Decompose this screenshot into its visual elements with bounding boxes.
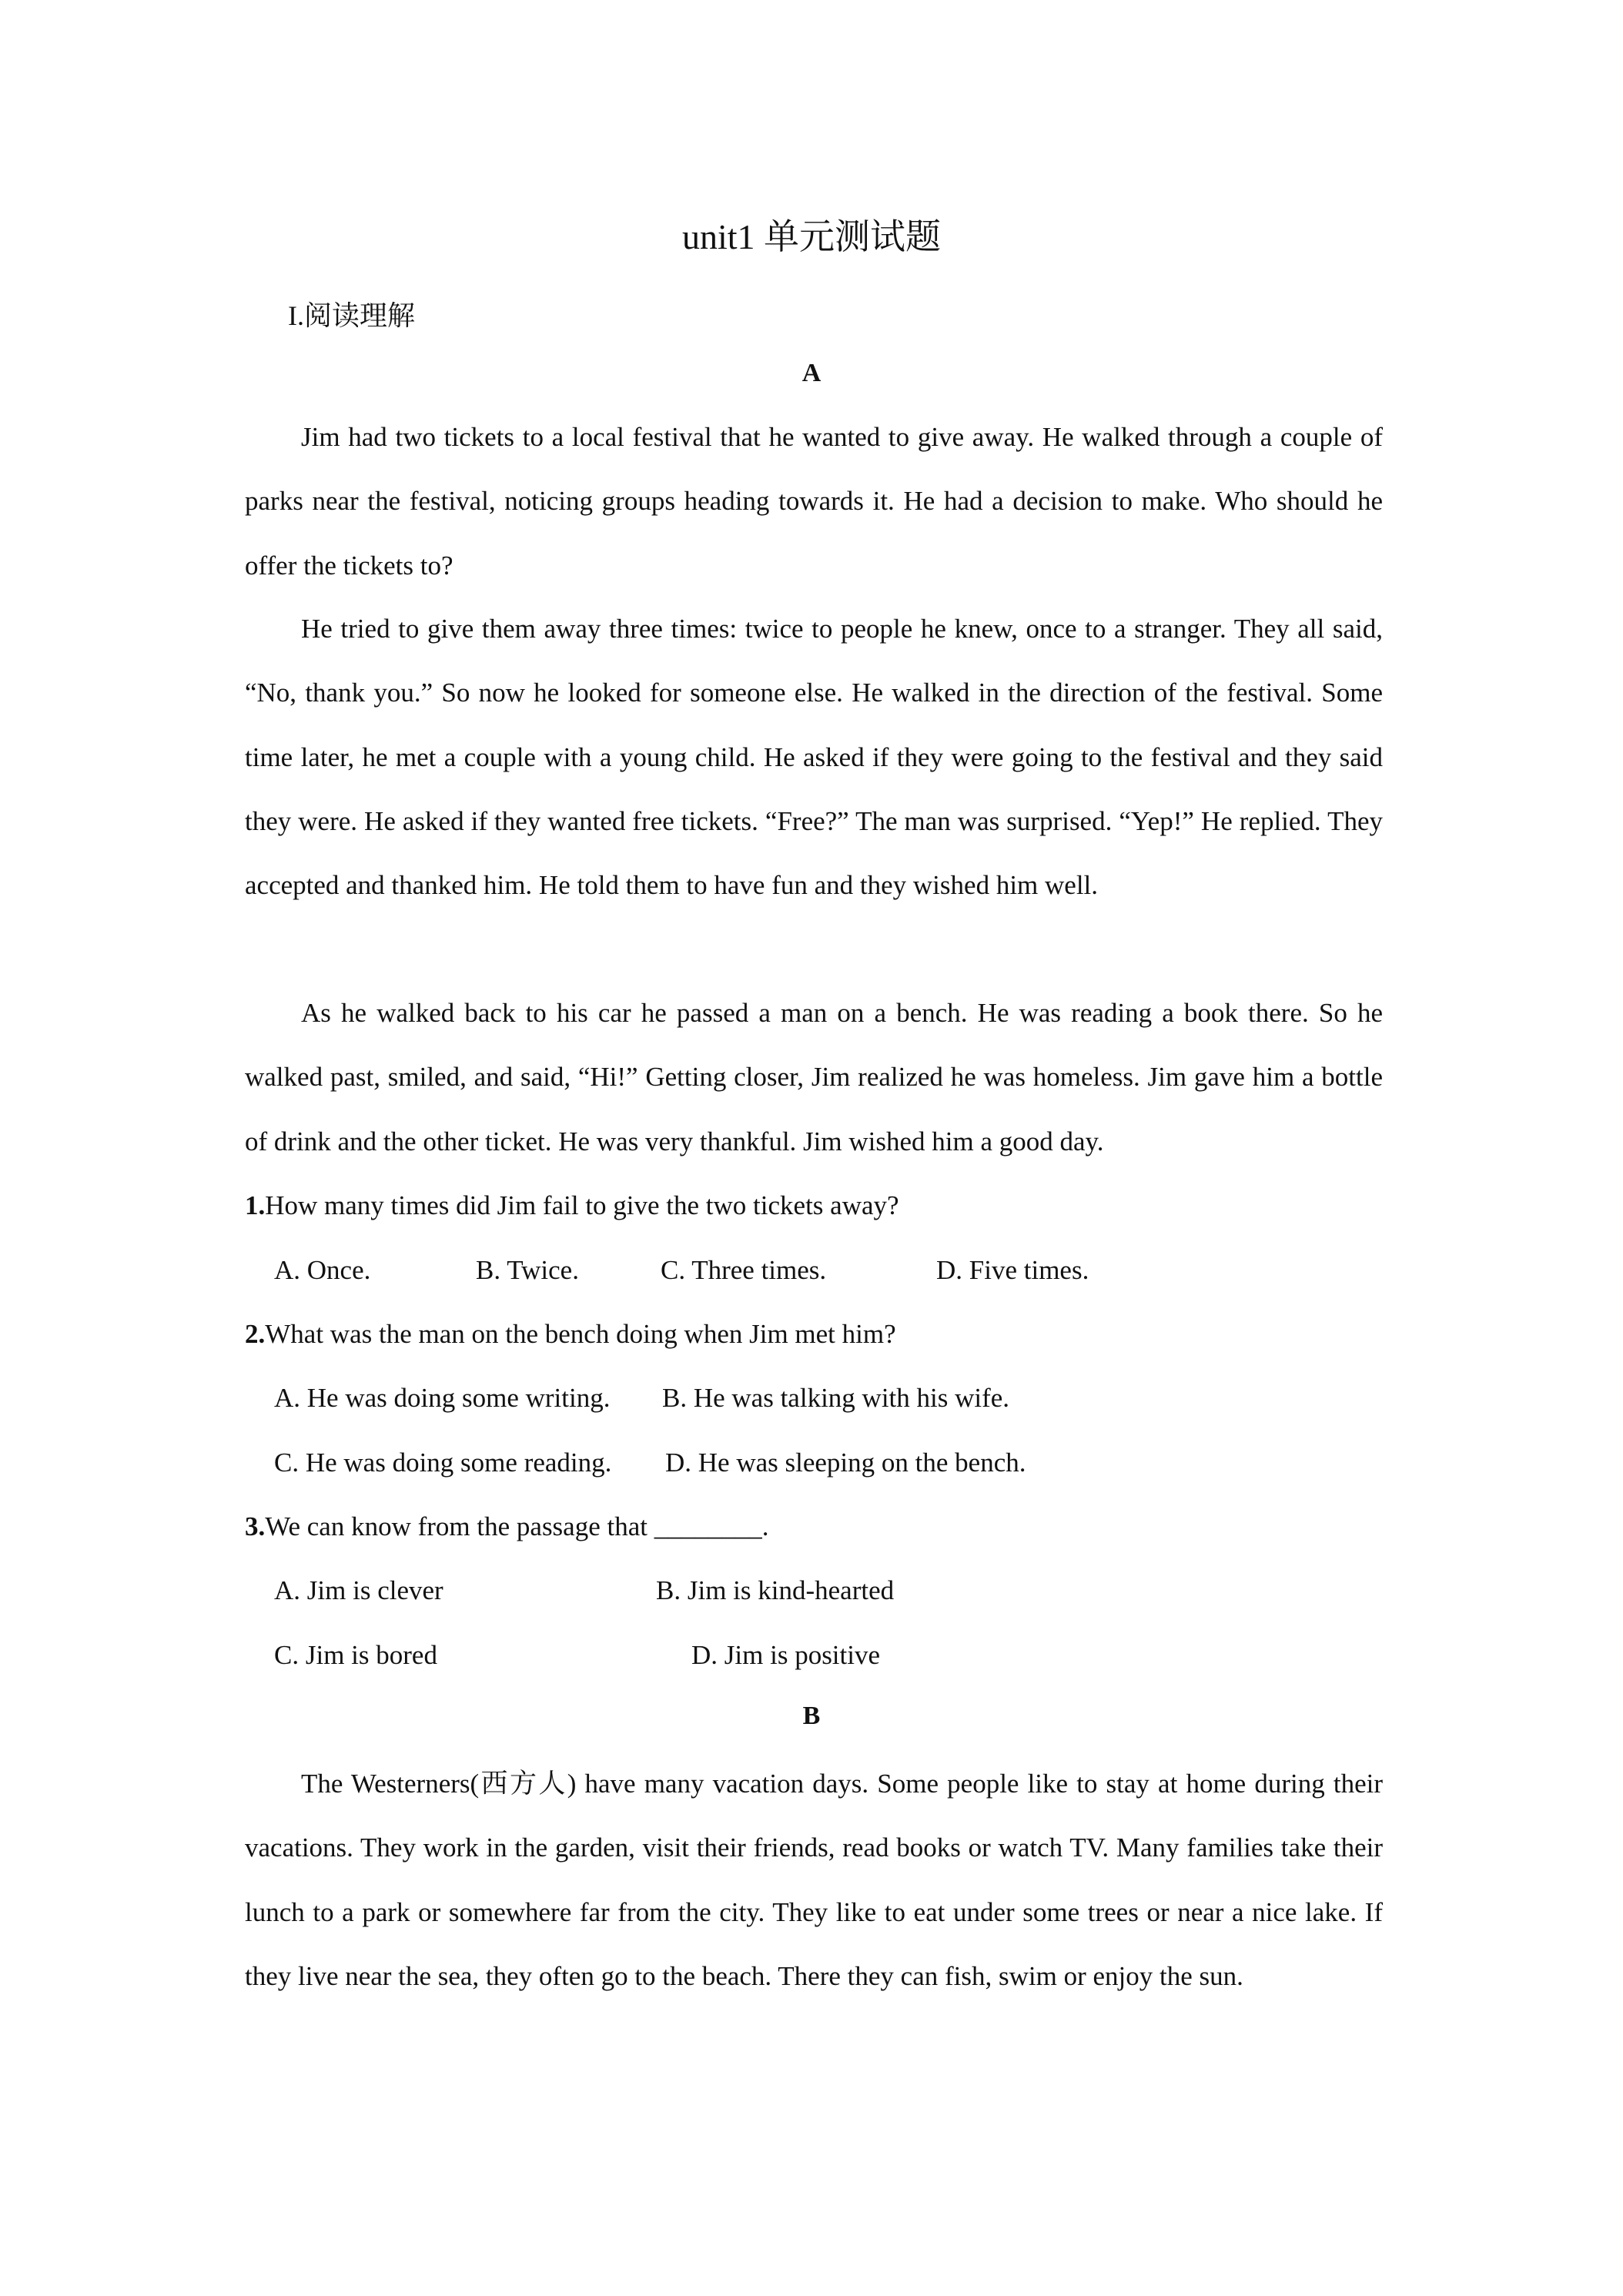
question-3 <box>245 1508 768 1545</box>
question-2-option-b: B. He was talking with his wife. <box>662 1383 1010 1413</box>
question-3-option-c: C. Jim is bored <box>274 1640 437 1670</box>
passage-label-a: A <box>801 359 822 387</box>
page-title: unit1 单元测试题 <box>681 217 942 256</box>
question-2-option-c: C. He was doing some reading. <box>274 1448 612 1478</box>
question-3-number: 3. <box>245 1511 266 1541</box>
question-2-option-d: D. He was sleeping on the bench. <box>665 1448 1026 1478</box>
question-2 <box>245 1316 896 1353</box>
passage-label-b: B <box>802 1702 821 1730</box>
question-2-stem: What was the man on the bench doing when Jim met him? <box>265 1319 896 1349</box>
passage-b-paragraph-1: The Westerners(西方人) have many vacation days. Some people like to stay at home during their vacations. They work in the garden, visit their friends, read books or watch TV. Many families take their lunch to a park or somewhere far from the city. They like to eat under some trees or near a nice lake. If they live near the sea, they often go to the beach. There they can fish, swim or enjoy the sun. <box>245 1769 1383 1991</box>
question-2-number: 2. <box>245 1319 266 1349</box>
question-1 <box>245 1187 899 1224</box>
passage-a-paragraph-1: Jim had two tickets to a local festival that he wanted to give away. He walked through a couple of parks near the festival, noticing groups heading towards it. He had a decision to make. Who should he offer the tickets to? <box>245 422 1383 581</box>
question-1-number: 1. <box>245 1190 266 1220</box>
question-1-option-d: D. Five times. <box>936 1255 1089 1285</box>
question-1-option-a: A. Once. <box>274 1255 371 1285</box>
question-3-option-d: D. Jim is positive <box>691 1640 881 1670</box>
question-1-option-c: C. Three times. <box>661 1255 827 1285</box>
question-2-option-a: A. He was doing some writing. <box>274 1383 611 1413</box>
section-heading: I.阅读理解 <box>288 300 415 331</box>
passage-a-paragraph-3: As he walked back to his car he passed a man on a bench. He was reading a book there. So he walked past, smiled, and said, “Hi!” Getting closer, Jim realized he was homeless. Jim gave him a bottle of drink and the other ticket. He was very thankful. Jim wished him a good day. <box>245 998 1383 1156</box>
question-1-option-b: B. Twice. <box>476 1255 579 1285</box>
passage-a-paragraph-2: He tried to give them away three times: twice to people he knew, once to a stranger. They all said, “No, thank you.” So now he looked for someone else. He walked in the direction of the festival. Some time later, he met a couple with a young child. He asked if they were going to the festival and they said they were. He asked if they wanted free tickets. “Free?” The man was surprised. “Yep!” He replied. They accepted and thanked him. He told them to have fun and they wished him well. <box>245 614 1383 901</box>
question-3-stem: We can know from the passage that ________. <box>265 1511 769 1541</box>
question-1-stem: How many times did Jim fail to give the two tickets away? <box>265 1190 899 1220</box>
question-3-option-a: A. Jim is clever <box>274 1575 443 1605</box>
question-3-option-b: B. Jim is kind-hearted <box>656 1575 895 1605</box>
